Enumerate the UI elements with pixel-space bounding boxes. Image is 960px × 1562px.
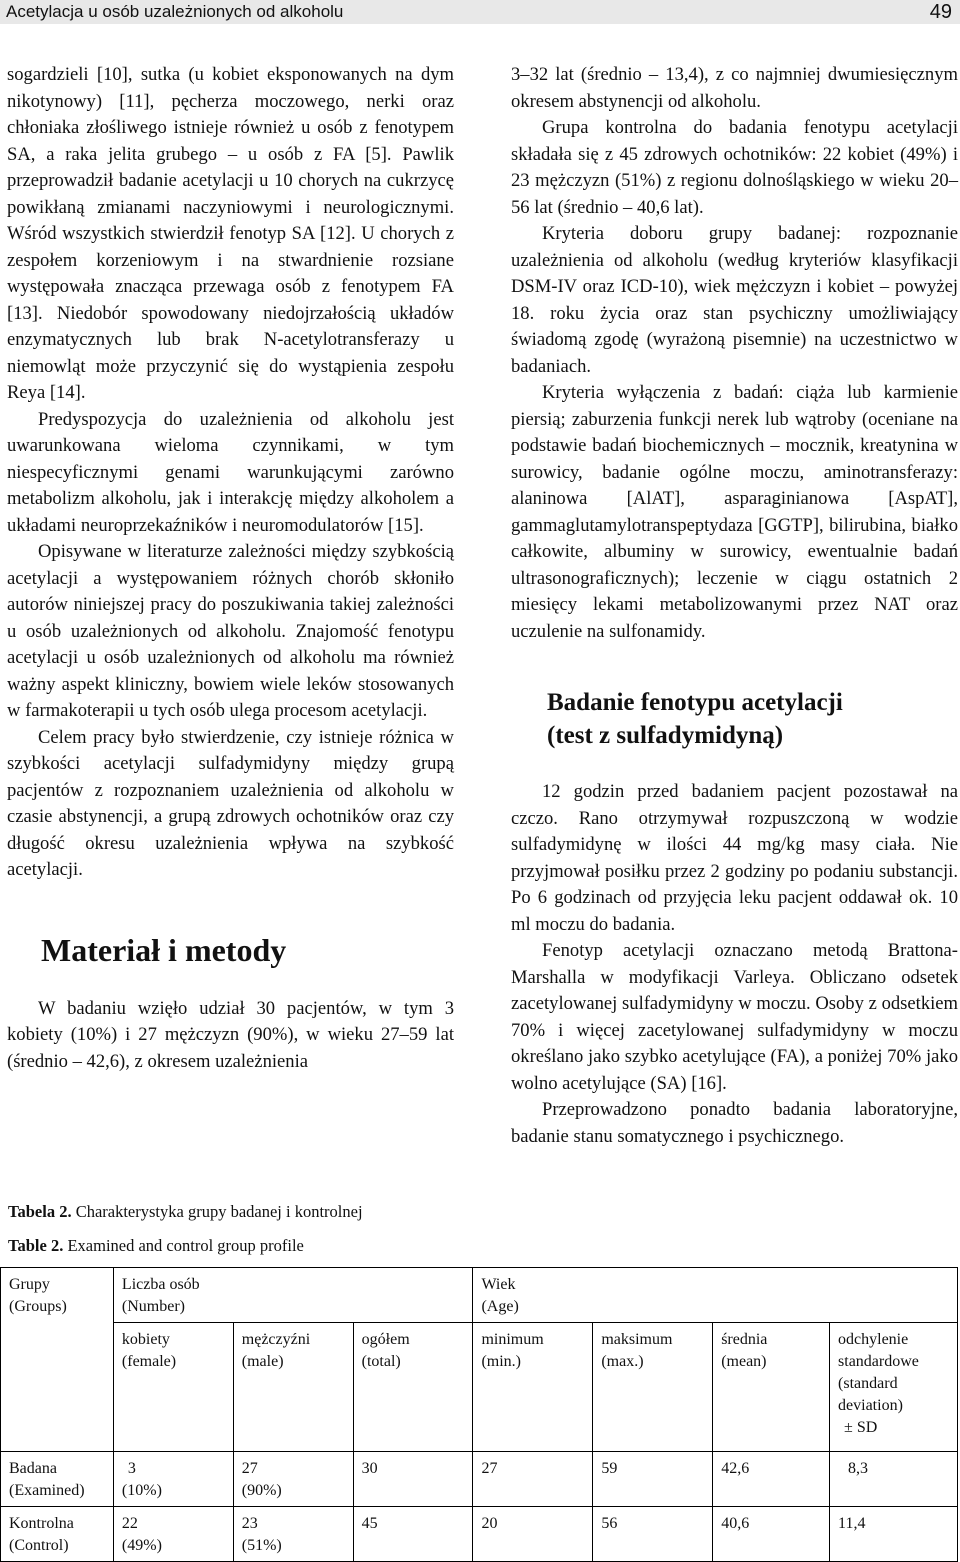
cell-text: Kontrolna [9,1515,74,1532]
cell-text: (Control) [9,1537,69,1554]
paragraph: Fenotyp acetylacji oznaczano metodą Brattona-Marshalla w modyfikacji Varleya. Obliczano odsetek zacetylowanej sulfadymidyny w moczu. Osoby z odsetkiem 70% i więcej zacetylowanej sulfadymidyny w moczu określano jako szybko acetylujące (FA), a poniżej 70% jako wolno acetylujące (SA) [16]. [511,940,958,1094]
cell-text: (51%) [241,1537,282,1554]
caption-label: Tabela 2. [8,1202,72,1221]
table-row [1,1452,958,1507]
cell-mean: 40,6 [713,1507,830,1562]
cell-text: standardowe [838,1353,919,1370]
paragraph: Przeprowadzono ponadto badania laboratoryjne, badanie stanu somatycznego i psychicznego. [511,1099,958,1147]
cell-text: deviation) [838,1397,903,1414]
paragraph: Kryteria doboru grupy badanej: rozpoznanie uzależnienia od alkoholu (według kryteriów klasyfikacji DSM-IV oraz ICD-10), wiek mężczyzn i kobiet – powyżej 18. roku życia oraz stan psychiczny umożliwiający świadomą zgodę (wyrażoną pisemnie) na uczestnictwo w badaniach. [511,223,958,377]
cell-text: (90%) [241,1482,282,1499]
cell-min: 20 [473,1507,593,1562]
cell-group [1,1452,114,1507]
cell-mean: 42,6 [713,1452,830,1507]
cell-sd: 8,3 [830,1452,958,1507]
cell-text: Wiek [481,1276,516,1293]
page-number: 49 [929,0,952,23]
table-subheader-row [1,1323,958,1452]
table-caption-pl [8,1202,363,1222]
table-row [1,1507,958,1562]
paragraph: Grupa kontrolna do badania fenotypu acetylacji składała się z 45 zdrowych ochotników: 22 kobiet (49%) i 23 mężczyzn (51%) z regionu dolnośląskiego w wieku 20–56 lat (średnio – 40,6 lat). [511,117,958,218]
cell-text: 22 [121,1515,138,1532]
caption-label: Table 2. [8,1236,64,1255]
subheader-cell-female [113,1323,233,1452]
cell-text: odchylenie [838,1331,909,1348]
paragraph: Kryteria wyłączenia z badań: ciąża lub karmienie piersią; zaburzenia funkcji nerek lub wątroby (oceniane na podstawie badań biochemicznych – mocznik, kreatynina w surowicy, badanie ogólne moczu, aminotransferazy: alaninowa [AlAT], asparaginianowa [AspAT], gammaglutamylotranspeptydaza [GGTP], bilirubina, białko całkowite, albuminy w surowicy, ewentualnie badań ultrasonograficznych); leczenie w ciągu ostatnich 2 miesięcy lekami metabolizowanymi przez NAT oraz uczulenie na sulfonamidy. [511,382,958,642]
subheader-cell-total [353,1323,473,1452]
heading-line: (test z sulfadymidyną) [547,722,784,749]
running-header [0,0,960,24]
subheader-cell-min [473,1323,593,1452]
paragraph: 12 godzin przed badaniem pacjent pozostawał na czczo. Rano otrzymywał rozpuszczoną w wodzie sulfadymidynę w ilości 44 mg/kg masy ciała. Nie przyjmował posiłku przez 2 godziny po podaniu substancji. Po 6 godzinach od przyjęcia leku pacjent oddawał ok. 10 ml moczu do badania. [511,781,958,935]
cell-text: 27 [241,1460,258,1477]
cell-male [233,1452,353,1507]
cell-text: 23 [241,1515,258,1532]
cell-female [113,1507,233,1562]
cell-text: (standard [838,1375,898,1392]
cell-max: 56 [593,1507,713,1562]
caption-text: Examined and control group profile [67,1236,304,1255]
cell-male [233,1507,353,1562]
cell-sd: 11,4 [830,1507,958,1562]
table-header-row [1,1268,958,1323]
cell-total: 30 [353,1452,473,1507]
table-caption-en [8,1236,304,1256]
cell-text: mężczyźni [241,1331,311,1348]
cell-text: Grupy [9,1276,50,1293]
cell-text: (mean) [721,1353,767,1370]
cell-female [113,1452,233,1507]
section-heading-phenotype [547,686,958,752]
cell-text: (49%) [121,1537,162,1554]
paragraph: 3–32 lat (średnio – 13,4), z co najmniej dwumiesięcznym okresem abstynencji od alkoholu. [511,64,958,112]
cell-min: 27 [473,1452,593,1507]
paragraph: Predyspozycja do uzależnienia od alkoholu jest uwarunkowana wieloma czynnikami, w tym niespecyficznymi genami warunkującymi zarówno metabolizm alkoholu, jak i interakcję między alkoholem a układami neuroprzekaźników i neuromodulatorów [15]. [7,408,454,536]
paragraph: W badaniu wzięło udział 30 pacjentów, w tym 3 kobiety (10%) i 27 mężczyzn (90%), w wieku 27–59 lat (średnio – 42,6), z okresem uzależnienia [7,997,454,1072]
cell-text: ogółem [361,1331,410,1348]
cell-text: (Number) [121,1298,186,1315]
cell-text: Badana [9,1460,57,1477]
cell-text: minimum [481,1331,544,1348]
heading-line: Badanie fenotypu acetylacji [547,689,843,716]
cell-group [1,1507,114,1562]
paragraph: sogardzieli [10], sutka (u kobiet eksponowanych na dym nikotynowy) [11], pęcherza moczowego, nerki oraz chłoniaka złośliwego istnieje również u osób z fenotypem SA, a raka jelita grubego – u osób z FA [5]. Pawlik przeprowadził badanie acetylacji u 10 chorych na cukrzycę powikłaną zmianami naczyniowymi i neurologicznymi. Wśród wszystkich stwierdził fenotyp SA [12]. U chorych z zespołem korzeniowym i na stwardnienie rozsiane występowała znacząca przewaga osób z fenotypem FA [13]. Niedobór spowodowany niedojrzałością układów enzymatycznych lub brak N-acetylotransferazy u niemowląt może przyczynić się do wystąpienia zespołu Reya [14]. [7,64,454,403]
subheader-cell-max [593,1323,713,1452]
cell-text: (Groups) [9,1298,67,1315]
cell-text: (Examined) [9,1482,85,1499]
header-cell-age [473,1268,958,1323]
running-title: Acetylacja u osób uzależnionych od alkoholu [6,2,344,21]
right-column [511,62,958,1150]
cell-text: (min.) [481,1353,521,1370]
cell-text: (max.) [601,1353,644,1370]
subheader-cell-mean [713,1323,830,1452]
paragraph: Opisywane w literaturze zależności między szybkością acetylacji a występowaniem różnych chorób skłoniło autorów niniejszej pracy do poszukiwania takiej zależności u osób uzależnionych od alkoholu. Znajomość fenotypu acetylacji u osób uzależnionych od alkoholu ma również ważny aspekt kliniczny, bowiem wiele leków stosowanych w farmakoterapii u tych osób ulega procesom acetylacji. [7,541,454,721]
group-profile-table [0,1267,958,1562]
cell-text: (Age) [481,1298,519,1315]
caption-text: Charakterystyka grupy badanej i kontrolnej [75,1202,363,1221]
cell-max: 59 [593,1452,713,1507]
subheader-cell-male [233,1323,353,1452]
cell-text: średnia [721,1331,768,1348]
cell-text: Liczba osób [121,1276,200,1293]
cell-text: 3 [127,1460,136,1477]
cell-text: (total) [361,1353,401,1370]
section-heading-methods: Materiał i metody [41,931,287,968]
left-column [7,62,454,1075]
cell-text: (male) [241,1353,284,1370]
paragraph: Celem pracy było stwierdzenie, czy istnieje różnica w szybkości acetylacji sulfadymidyny między grupą pacjentów z rozpoznaniem uzależnienia od alkoholu w czasie abstynencji, a grupą zdrowych ochotników oraz czy długość okresu uzależnienia wpływa na szybkość acetylacji. [7,726,454,880]
cell-text: (female) [121,1353,177,1370]
cell-text: (10%) [121,1482,162,1499]
cell-text: kobiety [121,1331,170,1348]
header-cell-groups [1,1268,114,1452]
cell-text: maksimum [601,1331,673,1348]
cell-text: ± SD [844,1419,878,1436]
header-cell-number [113,1268,473,1323]
cell-total: 45 [353,1507,473,1562]
subheader-cell-sd [830,1323,958,1452]
